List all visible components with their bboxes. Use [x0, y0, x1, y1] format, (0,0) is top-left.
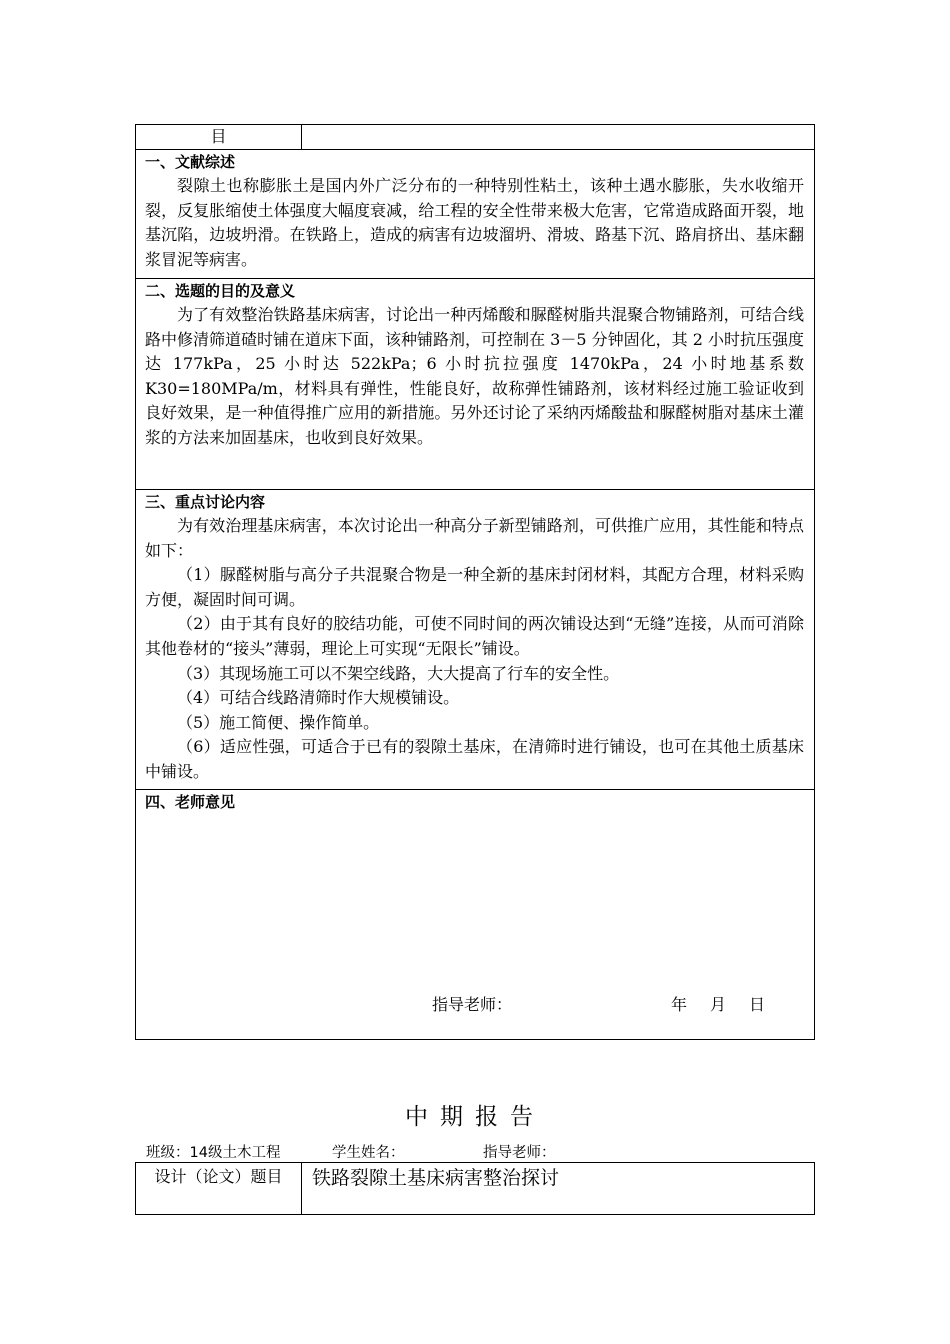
list-item: （4）可结合线路清筛时作大规模铺设。 — [177, 688, 460, 708]
list-item: （5）施工简便、操作简单。 — [177, 712, 380, 732]
midterm-report-table — [135, 1162, 815, 1215]
paragraph: 为有效治理基床病害，本次讨论出一种高分子新型铺路剂，可供推广应用，其性能和特点如下： — [145, 516, 804, 560]
section-teacher-opinion — [136, 790, 814, 1039]
section-title: 一、文献综述 — [145, 153, 236, 171]
section-title: 二、选题的目的及意义 — [145, 282, 296, 300]
section-title: 三、重点讨论内容 — [145, 493, 266, 511]
thesis-title-value: 铁路裂隙土基床病害整治探讨 — [312, 1167, 560, 1189]
paragraph: 为了有效整治铁路基床病害，讨论出一种丙烯酸和脲醛树脂共混聚合物铺路剂，可结合线路中修清筛道碴时铺在道床下面，该种铺路剂，可控制在 3－5 分钟固化，其 2 小时抗压强度达 177kPa，25 小时达 522kPa；6 小时抗拉强度 1470kPa，24 小时地基系数 K30=180MPa/m，材料具有弹性，性能良好，故称弹性铺路剂，该材料经过施工验证收到良好效果，是一种值得推广应用的新措施。另外还讨论了采纳丙烯酸盐和脲醛树脂对基床土灌浆的方法来加固基床，也收到良好效果。 — [145, 305, 804, 447]
section-title: 四、老师意见 — [145, 793, 236, 811]
advisor-signature-label: 指导老师： — [432, 995, 513, 1014]
list-item: （6）适应性强，可适合于已有的裂隙土基床，在清筛时进行铺设，也可在其他土质基床中铺设。 — [145, 737, 804, 781]
date-day: 日 — [749, 995, 766, 1014]
paragraph: 裂隙土也称膨胀土是国内外广泛分布的一种特别性粘土，该种土遇水膨胀，失水收缩开裂，反复胀缩使土体强度大幅度衰减，给工程的安全性带来极大危害，它常造成路面开裂，地基沉陷，边坡坍滑。在铁路上，造成的病害有边坡溜坍、滑坡、路基下沉、路肩挤出、基床翻浆冒泥等病害。 — [145, 176, 804, 269]
section-literature-review — [136, 150, 814, 279]
date-year: 年 — [671, 995, 688, 1014]
date-month: 月 — [710, 995, 727, 1014]
opening-report-table — [135, 124, 815, 1040]
list-item: （3）其现场施工可以不架空线路，大大提高了行车的安全性。 — [177, 663, 620, 683]
class-label: 班级：14级土木工程 — [146, 1145, 281, 1161]
report-title: 中期报告 — [405, 1104, 545, 1130]
student-name-label: 学生姓名： — [332, 1145, 405, 1161]
title-value-cell — [302, 125, 814, 149]
advisor-label: 指导老师： — [483, 1145, 556, 1161]
section-purpose — [136, 279, 814, 490]
section-key-content — [136, 490, 814, 790]
list-item: （2）由于其有良好的胶结功能，可使不同时间的两次铺设达到“无缝”连接，从而可消除其他卷材的“接头”薄弱，理论上可实现“无限长”铺设。 — [145, 614, 804, 658]
thesis-title-label: 设计（论文）题目 — [136, 1163, 302, 1214]
title-label-cell: 目 — [136, 125, 302, 149]
list-item: （1）脲醛树脂与高分子共混聚合物是一种全新的基床封闭材料，其配方合理，材料采购方便，凝固时间可调。 — [145, 565, 804, 609]
title-row — [136, 125, 814, 150]
